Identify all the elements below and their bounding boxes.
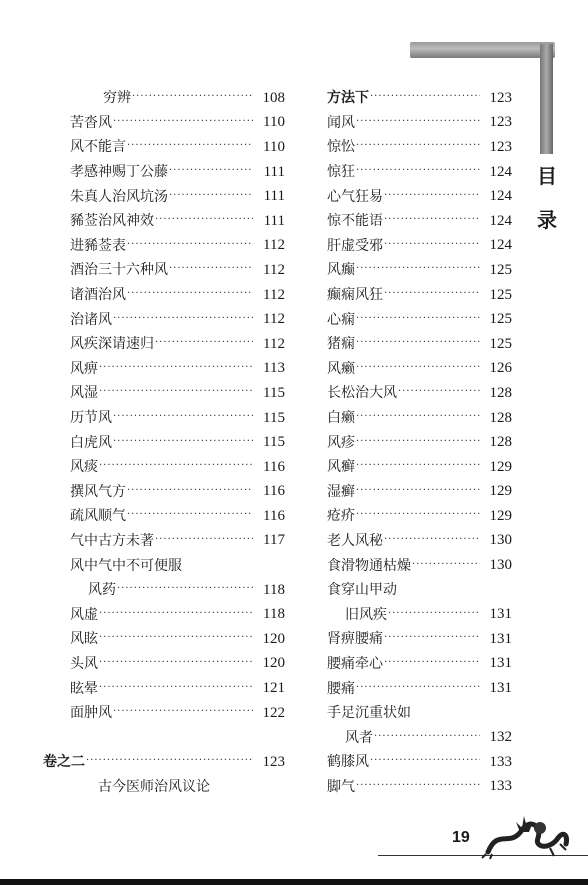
toc-entry-page: 124 [489, 163, 512, 180]
toc-entry [327, 258, 512, 283]
toc-entry-title: 白癞 [327, 410, 355, 427]
toc-entry-page: 110 [263, 138, 285, 155]
toc-entry-title: 肾痹腰痛 [327, 631, 383, 648]
toc-leader-dots [356, 459, 480, 473]
toc-entry [327, 602, 512, 627]
toc-entry-page: 108 [262, 89, 285, 106]
toc-leader-dots [356, 410, 480, 424]
toc-entry [70, 307, 285, 332]
toc-entry-title: 面肿风 [70, 705, 112, 722]
toc-entry-title: 猪痫 [327, 336, 355, 353]
toc-entry-title: 风药 [88, 582, 116, 599]
toc-entry-title: 癫痫风狂 [327, 287, 383, 304]
toc-leader-dots [384, 656, 480, 670]
toc-entry-page: 133 [489, 778, 512, 795]
toc-entry-title: 闻风 [327, 114, 355, 131]
toc-entry-page: 123 [489, 89, 512, 106]
toc-entry-page: 118 [263, 606, 285, 623]
toc-entry [327, 283, 512, 308]
toc-leader-dots [86, 754, 253, 768]
toc-entry-page: 111 [263, 212, 285, 229]
toc-entry [327, 578, 512, 603]
toc-leader-dots [117, 582, 253, 596]
toc-entry-title: 风癣 [327, 459, 355, 476]
toc-entry [70, 332, 285, 357]
dragon-ornament-icon [480, 808, 572, 860]
toc-leader-dots [113, 312, 253, 326]
toc-leader-dots [398, 385, 480, 399]
toc-leader-dots [169, 189, 253, 203]
toc-entry [70, 381, 285, 406]
toc-entry-page: 124 [489, 212, 512, 229]
toc-leader-dots [132, 90, 253, 104]
toc-entry-title: 酒治三十六种风 [70, 262, 168, 279]
toc-entry-page: 115 [263, 434, 285, 451]
toc-entry [327, 775, 512, 800]
toc-entry-page: 111 [263, 163, 285, 180]
toc-entry-page: 124 [489, 188, 512, 205]
toc-entry-page: 131 [489, 630, 512, 647]
toc-leader-dots [99, 607, 253, 621]
toc-entry-title: 鹤膝风 [327, 754, 369, 771]
toc-entry-page: 130 [489, 557, 512, 574]
toc-entry-title: 手足沉重状如 [327, 705, 411, 722]
toc-leader-dots [155, 213, 253, 227]
toc-leader-dots [113, 410, 253, 424]
toc-entry [70, 627, 285, 652]
toc-entry [327, 701, 512, 726]
toc-entry-page: 116 [263, 458, 285, 475]
toc-leader-dots [374, 730, 480, 744]
page-edge-decoration-side [540, 44, 553, 154]
toc-leader-dots [384, 189, 480, 203]
toc-entry-title: 穷辨 [103, 90, 131, 107]
toc-entry-title: 眩晕 [70, 680, 98, 697]
toc-entry [70, 184, 285, 209]
toc-leader-dots [388, 607, 480, 621]
toc-leader-dots [99, 385, 253, 399]
toc-entry-page: 111 [263, 188, 285, 205]
toc-leader-dots [370, 90, 480, 104]
toc-entry-page: 116 [263, 483, 285, 500]
toc-entry [70, 86, 285, 111]
toc-entry-title: 风眩 [70, 631, 98, 648]
toc-entry-title: 孝感神赐丁公藤 [70, 164, 168, 181]
side-title-char-1: 目 [537, 164, 557, 188]
toc-entry-page: 113 [263, 360, 285, 377]
toc-leader-dots [356, 115, 480, 129]
page-number: 19 [452, 829, 470, 846]
toc-entry-title: 疏风顺气 [70, 508, 126, 525]
toc-leader-dots [127, 508, 253, 522]
toc-leader-dots [384, 533, 480, 547]
toc-entry-page: 120 [262, 630, 285, 647]
toc-entry-title: 撰风气方 [70, 483, 126, 500]
toc-entry-title: 豨莶治风神效 [70, 213, 154, 230]
toc-leader-dots [384, 238, 480, 252]
toc-entry [327, 553, 512, 578]
toc-entry [70, 504, 285, 529]
toc-entry [327, 725, 512, 750]
toc-entry-title: 风痹 [70, 360, 98, 377]
toc-leader-dots [356, 435, 480, 449]
side-title-char-2: 录 [537, 208, 557, 232]
toc-entry-page: 128 [489, 384, 512, 401]
toc-entry-page: 125 [489, 286, 512, 303]
toc-entry-title: 心痫 [327, 311, 355, 328]
toc-entry [70, 578, 285, 603]
toc-entry-page: 115 [263, 409, 285, 426]
toc-right-column [327, 86, 512, 799]
toc-leader-dots [99, 656, 253, 670]
toc-entry [327, 676, 512, 701]
toc-entry [327, 406, 512, 431]
toc-entry [70, 553, 285, 578]
toc-entry [70, 209, 285, 234]
toc-entry-page: 129 [489, 483, 512, 500]
toc-entry-title: 气中古方未著 [70, 532, 154, 549]
toc-entry-page: 120 [262, 655, 285, 672]
toc-leader-dots [155, 533, 253, 547]
toc-entry [70, 455, 285, 480]
toc-entry-title: 白虎风 [70, 434, 112, 451]
toc-leader-dots [127, 238, 253, 252]
toc-entry-page: 128 [489, 409, 512, 426]
toc-entry [327, 504, 512, 529]
toc-entry-title: 风中气中不可便服 [70, 557, 182, 574]
toc-leader-dots [384, 213, 480, 227]
toc-entry-title: 进豨莶表 [70, 237, 126, 254]
toc-entry-page: 131 [489, 606, 512, 623]
toc-entry-title: 疮疥 [327, 508, 355, 525]
toc-entry [70, 357, 285, 382]
toc-entry [70, 676, 285, 701]
toc-entry-page: 115 [263, 384, 285, 401]
toc-entry-title: 惊忪 [327, 139, 355, 156]
toc-leader-dots [356, 361, 480, 375]
toc-entry [327, 652, 512, 677]
toc-entry [327, 480, 512, 505]
toc-entry-title: 卷之二 [43, 754, 85, 771]
toc-entry-title: 长松治大风 [327, 385, 397, 402]
toc-entry [70, 529, 285, 554]
toc-entry-title: 古今医师治风议论 [98, 778, 210, 795]
toc-entry [327, 381, 512, 406]
toc-entry-page: 112 [263, 335, 285, 352]
toc-entry-title: 风痰 [70, 459, 98, 476]
toc-entry [70, 430, 285, 455]
toc-leader-dots [113, 435, 253, 449]
toc-entry [70, 111, 285, 136]
toc-entry [43, 750, 285, 775]
toc-entry [66, 775, 285, 800]
toc-entry-page: 112 [263, 261, 285, 278]
toc-entry [327, 135, 512, 160]
toc-entry-title: 肝虚受邪 [327, 237, 383, 254]
toc-entry [327, 332, 512, 357]
toc-entry [327, 209, 512, 234]
toc-entry-title: 苦沓风 [70, 114, 112, 131]
toc-entry-page: 132 [489, 729, 512, 746]
toc-entry-page: 116 [263, 507, 285, 524]
toc-leader-dots [99, 681, 253, 695]
toc-entry-title: 腰痛 [327, 680, 355, 697]
toc-entry-title: 风疹 [327, 434, 355, 451]
toc-leader-dots [412, 558, 480, 572]
toc-entry [327, 627, 512, 652]
toc-entry-title: 旧风疾 [345, 606, 387, 623]
toc-leader-dots [127, 287, 253, 301]
toc-entry-title: 食滑物通枯燥 [327, 557, 411, 574]
toc-leader-dots [169, 164, 253, 178]
toc-entry-page: 123 [489, 114, 512, 131]
toc-entry-title: 风癫 [327, 262, 355, 279]
toc-leader-dots [127, 139, 253, 153]
toc-entry [70, 602, 285, 627]
toc-entry-title: 方法下 [327, 90, 369, 107]
toc-entry-title: 腰痛牵心 [327, 655, 383, 672]
toc-entry-page: 112 [263, 286, 285, 303]
toc-entry-title: 诸酒治风 [70, 287, 126, 304]
toc-entry [70, 135, 285, 160]
toc-entry-page: 129 [489, 458, 512, 475]
toc-entry-page: 117 [263, 532, 285, 549]
toc-entry [70, 406, 285, 431]
toc-leader-dots [99, 459, 253, 473]
toc-entry-page: 110 [263, 114, 285, 131]
toc-entry [70, 234, 285, 259]
section-gap [70, 725, 285, 750]
toc-entry [327, 184, 512, 209]
toc-entry [327, 111, 512, 136]
toc-entry-page: 130 [489, 532, 512, 549]
toc-entry-page: 121 [262, 680, 285, 697]
toc-entry-title: 食穿山甲动 [327, 582, 397, 599]
toc-entry-title: 风虚 [70, 606, 98, 623]
toc-entry [70, 652, 285, 677]
toc-entry-title: 风癞 [327, 360, 355, 377]
toc-left-column [43, 86, 285, 799]
toc-leader-dots [356, 262, 480, 276]
toc-entry [327, 529, 512, 554]
toc-leader-dots [384, 287, 480, 301]
toc-entry [70, 258, 285, 283]
toc-entry-title: 老人风秘 [327, 532, 383, 549]
toc-leader-dots [99, 361, 253, 375]
toc-entry [70, 480, 285, 505]
toc-leader-dots [356, 336, 480, 350]
toc-entry-page: 123 [489, 138, 512, 155]
toc-leader-dots [155, 336, 253, 350]
toc-entry-page: 128 [489, 434, 512, 451]
toc-leader-dots [99, 631, 253, 645]
toc-leader-dots [356, 139, 480, 153]
toc-entry [70, 283, 285, 308]
toc-entry-title: 湿癣 [327, 483, 355, 500]
toc-entry-title: 头风 [70, 655, 98, 672]
toc-entry-title: 惊不能语 [327, 213, 383, 230]
toc-leader-dots [356, 312, 480, 326]
toc-entry-title: 风者 [345, 729, 373, 746]
toc-entry-page: 129 [489, 507, 512, 524]
toc-entry-page: 126 [489, 360, 512, 377]
toc-entry-page: 118 [263, 581, 285, 598]
toc-entry [327, 234, 512, 259]
toc-entry-page: 131 [489, 680, 512, 697]
toc-entry-page: 133 [489, 753, 512, 770]
toc-leader-dots [113, 705, 253, 719]
toc-leader-dots [356, 484, 480, 498]
toc-entry [327, 160, 512, 185]
page-edge-decoration-top [410, 42, 555, 58]
toc-entry-title: 风不能言 [70, 139, 126, 156]
toc-entry [327, 750, 512, 775]
toc-entry-title: 历节风 [70, 410, 112, 427]
toc-entry [327, 455, 512, 480]
toc-entry-page: 125 [489, 335, 512, 352]
toc-entry-title: 风疾深请速归 [70, 336, 154, 353]
toc-entry-title: 脚气 [327, 778, 355, 795]
toc-entry-page: 122 [262, 704, 285, 721]
toc-entry [327, 357, 512, 382]
toc-entry [327, 86, 512, 111]
toc-entry-page: 123 [262, 753, 285, 770]
toc-entry-title: 治诸风 [70, 311, 112, 328]
toc-leader-dots [169, 262, 253, 276]
toc-entry [327, 430, 512, 455]
toc-entry-page: 131 [489, 655, 512, 672]
toc-leader-dots [370, 754, 480, 768]
toc-entry-title: 惊狂 [327, 164, 355, 181]
toc-entry-page: 125 [489, 311, 512, 328]
bottom-edge-bar [0, 879, 588, 885]
toc-entry-title: 心气狂易 [327, 188, 383, 205]
toc-entry-page: 112 [263, 237, 285, 254]
toc-leader-dots [356, 508, 480, 522]
toc-entry [327, 307, 512, 332]
toc-entry [70, 701, 285, 726]
toc-leader-dots [356, 681, 480, 695]
toc-leader-dots [356, 164, 480, 178]
toc-leader-dots [384, 631, 480, 645]
toc-entry-title: 朱真人治风坑汤 [70, 188, 168, 205]
toc-leader-dots [127, 484, 253, 498]
toc-entry-page: 124 [489, 237, 512, 254]
toc-entry-page: 125 [489, 261, 512, 278]
toc-entry-title: 风湿 [70, 385, 98, 402]
toc-entry-page: 112 [263, 311, 285, 328]
toc-entry [70, 160, 285, 185]
toc-leader-dots [356, 779, 480, 793]
toc-leader-dots [113, 115, 253, 129]
side-title [536, 166, 558, 254]
